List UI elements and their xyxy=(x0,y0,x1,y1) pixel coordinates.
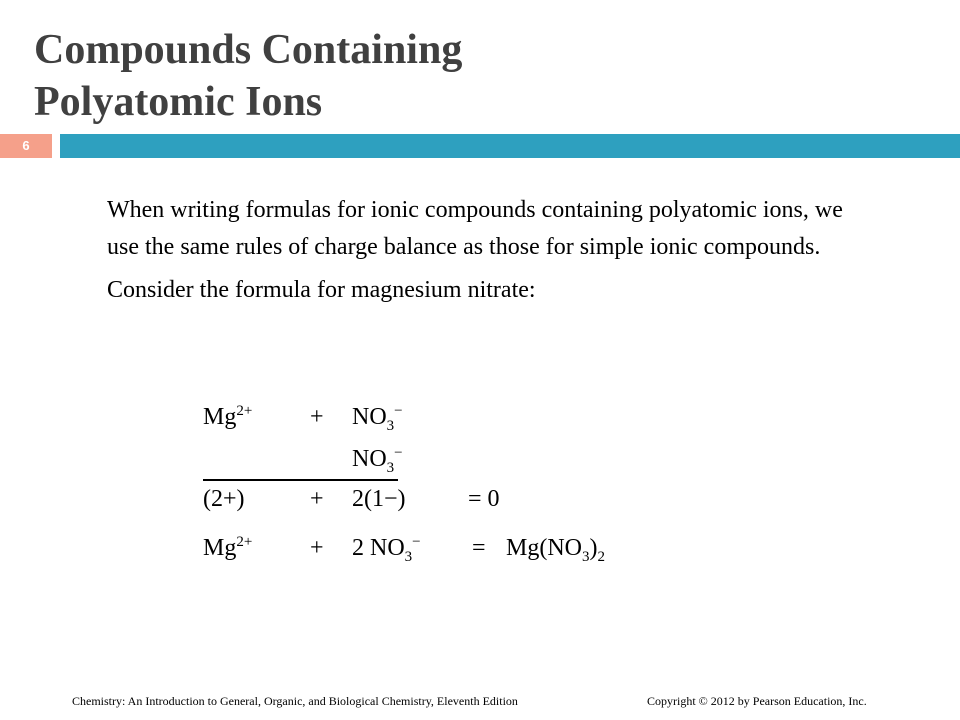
formula-subscript: 3 xyxy=(582,549,590,565)
slide-number: 6 xyxy=(0,134,52,158)
equation-row-3 xyxy=(0,486,960,516)
equals-sign: = xyxy=(472,535,486,561)
body-text xyxy=(107,192,867,309)
mg-symbol: Mg xyxy=(203,404,237,430)
mg-charge: 2+ xyxy=(236,403,253,419)
slide-title-line-1: Compounds Containing xyxy=(34,27,463,73)
footer-citation: Chemistry: An Introduction to General, Organic, and Biological Chemistry, Eleventh Edition xyxy=(72,694,518,708)
nitrate-symbol: NO xyxy=(352,446,387,472)
body-paragraph-2: Consider the formula for magnesium nitrate: xyxy=(107,277,536,303)
slide-title-line-2: Polyatomic Ions xyxy=(34,79,323,125)
nitrate-charge: − xyxy=(394,445,403,461)
mg-ion xyxy=(203,404,252,431)
magnesium-nitrate-formula xyxy=(506,535,605,565)
title-accent-band xyxy=(60,134,960,158)
nitrate-subscript: 3 xyxy=(404,549,413,565)
equation-row-4 xyxy=(0,535,960,565)
formula-close-paren: ) xyxy=(589,535,598,561)
charge-term-2: 2(1−) xyxy=(352,486,406,512)
charge-term-1: (2+) xyxy=(203,486,245,512)
nitrate-symbol: NO xyxy=(352,404,387,430)
nitrate-subscript: 3 xyxy=(386,460,395,476)
mg-charge: 2+ xyxy=(236,534,253,550)
equation-row-2 xyxy=(0,446,960,476)
nitrate-ion-2 xyxy=(352,445,403,476)
footer-copyright: Copyright © 2012 by Pearson Education, Inc. xyxy=(647,694,867,708)
mg-ion xyxy=(203,535,252,562)
sum-underline xyxy=(203,479,398,481)
body-paragraph-1: When writing formulas for ionic compounds containing polyatomic ions, we use the same rules of charge balance as those for simple ionic compounds. xyxy=(107,197,843,260)
nitrate-subscript: 3 xyxy=(386,418,395,434)
formula-subscript-2: 2 xyxy=(597,549,605,565)
nitrate-charge: − xyxy=(394,403,403,419)
charge-sum: = 0 xyxy=(468,486,500,512)
nitrate-ion xyxy=(352,403,403,434)
plus-sign: + xyxy=(310,486,324,512)
formula-main: Mg(NO xyxy=(506,535,582,561)
plus-sign: + xyxy=(310,535,324,561)
equation-row-1 xyxy=(0,404,960,434)
nitrate-charge: − xyxy=(412,534,421,550)
nitrate-ions-two xyxy=(352,534,421,565)
nitrate-coef-symbol: 2 NO xyxy=(352,535,405,561)
mg-symbol: Mg xyxy=(203,535,237,561)
plus-sign: + xyxy=(310,404,324,430)
slide-title xyxy=(34,24,462,128)
